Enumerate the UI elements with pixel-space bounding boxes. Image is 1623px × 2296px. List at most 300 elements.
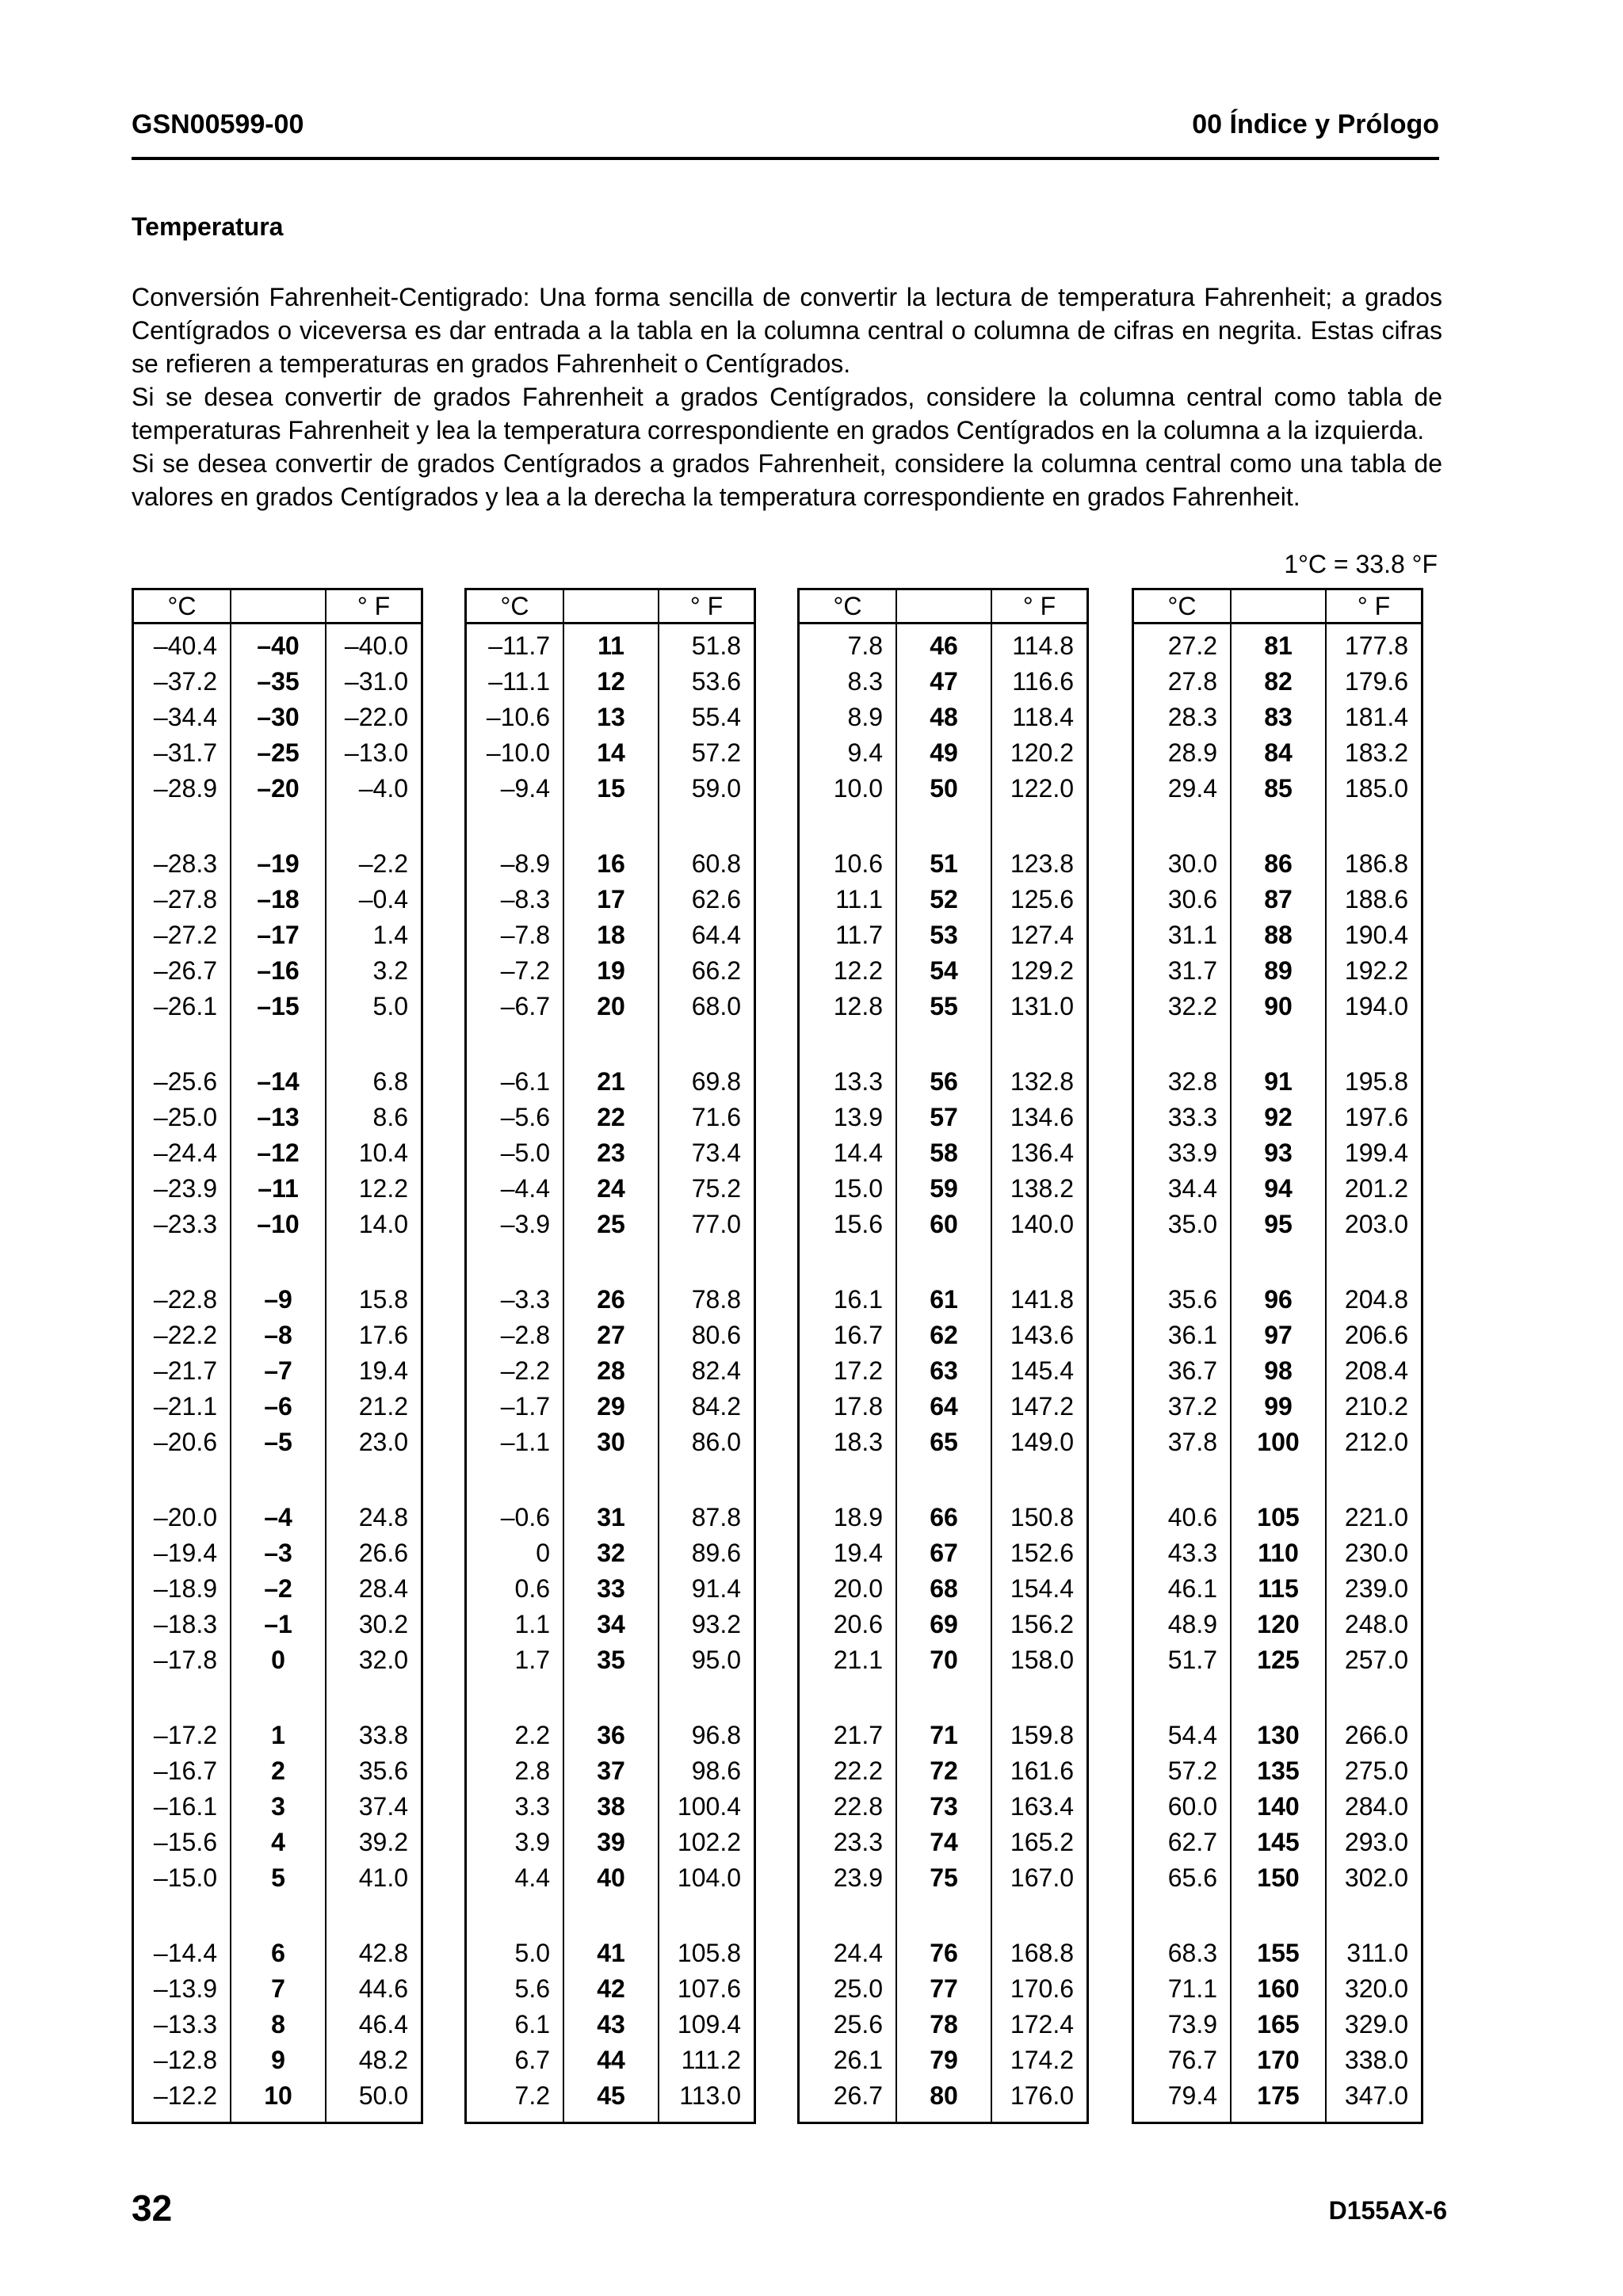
celsius-cell: 3.9	[514, 1828, 550, 1856]
celsius-cell: 32.2	[1167, 992, 1217, 1020]
fahrenheit-cell: 86.0	[691, 1428, 741, 1456]
value-cell: 65	[930, 1428, 958, 1456]
celsius-cell: –15.0	[153, 1863, 217, 1892]
fahrenheit-cell: 28.4	[358, 1574, 408, 1603]
fahrenheit-cell: 116.6	[1012, 667, 1074, 696]
celsius-cell: 26.1	[833, 2046, 883, 2074]
value-cell: 5	[271, 1863, 285, 1892]
fahrenheit-cell: 239.0	[1344, 1574, 1408, 1603]
fahrenheit-cell: 190.4	[1344, 921, 1408, 949]
celsius-cell: 16.1	[833, 1285, 883, 1314]
value-cell: 13	[597, 703, 625, 731]
fahrenheit-cell: –13.0	[344, 738, 408, 767]
value-cell: 29	[597, 1392, 625, 1421]
fahrenheit-cell: 347.0	[1344, 2081, 1408, 2110]
celsius-cell: 21.7	[833, 1721, 883, 1749]
value-cell: 45	[597, 2081, 625, 2110]
fahrenheit-cell: 152.6	[1010, 1539, 1074, 1567]
fahrenheit-cell: 10.4	[358, 1138, 408, 1167]
fahrenheit-cell: 21.2	[358, 1392, 408, 1421]
celsius-cell: 9.4	[847, 738, 883, 767]
fahrenheit-cell: 194.0	[1344, 992, 1408, 1020]
celsius-cell: –7.2	[500, 956, 550, 985]
celsius-cell: 60.0	[1167, 1792, 1217, 1821]
celsius-cell: 6.1	[514, 2010, 550, 2039]
fahrenheit-cell: 185.0	[1344, 774, 1408, 803]
value-cell: 26	[597, 1285, 625, 1314]
fahrenheit-cell: 174.2	[1010, 2046, 1074, 2074]
celsius-cell: 36.1	[1167, 1321, 1217, 1349]
value-cell: 140	[1257, 1792, 1300, 1821]
fahrenheit-cell: 284.0	[1344, 1792, 1408, 1821]
value-cell: 66	[930, 1503, 958, 1531]
fahrenheit-cell: 203.0	[1344, 1210, 1408, 1238]
celsius-column	[1134, 624, 1232, 2122]
celsius-cell: 17.2	[833, 1356, 883, 1385]
celsius-cell: 14.4	[833, 1138, 883, 1167]
value-cell: 91	[1264, 1067, 1293, 1096]
value-cell: 11	[598, 631, 624, 660]
fahrenheit-cell: 102.2	[677, 1828, 741, 1856]
value-cell: 84	[1264, 738, 1293, 767]
fahrenheit-cell: 127.4	[1010, 921, 1074, 949]
celsius-header: °C	[1134, 590, 1232, 622]
value-cell: –1	[264, 1610, 292, 1638]
value-cell: –3	[264, 1539, 292, 1567]
celsius-cell: –24.4	[153, 1138, 217, 1167]
celsius-cell: –2.2	[500, 1356, 550, 1385]
celsius-cell: –25.6	[153, 1067, 217, 1096]
fahrenheit-cell: 131.0	[1010, 992, 1074, 1020]
value-cell: –12	[257, 1138, 300, 1167]
fahrenheit-cell: 109.4	[677, 2010, 741, 2039]
celsius-cell: –6.1	[500, 1067, 550, 1096]
value-cell: –9	[264, 1285, 292, 1314]
celsius-cell: 5.0	[514, 1939, 550, 1967]
celsius-cell: 27.8	[1167, 667, 1217, 696]
celsius-cell: 71.1	[1167, 1974, 1217, 2003]
value-cell: 30	[597, 1428, 625, 1456]
fahrenheit-cell: 35.6	[358, 1756, 408, 1785]
fahrenheit-column	[327, 624, 421, 2122]
value-cell: 99	[1264, 1392, 1293, 1421]
fahrenheit-cell: –0.4	[358, 885, 408, 913]
value-cell: –19	[257, 849, 300, 878]
value-cell: 100	[1257, 1428, 1300, 1456]
fahrenheit-cell: –40.0	[344, 631, 408, 660]
celsius-cell: –17.2	[153, 1721, 217, 1749]
value-cell: –16	[257, 956, 300, 985]
fahrenheit-cell: 163.4	[1010, 1792, 1074, 1821]
celsius-cell: 32.8	[1167, 1067, 1217, 1096]
fahrenheit-cell: 3.2	[372, 956, 408, 985]
value-cell: 15	[597, 774, 625, 803]
celsius-header: °C	[134, 590, 231, 622]
value-cell: 54	[930, 956, 958, 985]
celsius-cell: 34.4	[1167, 1174, 1217, 1203]
fahrenheit-cell: –22.0	[344, 703, 408, 731]
value-cell: 115	[1258, 1574, 1299, 1603]
fahrenheit-cell: 183.2	[1344, 738, 1408, 767]
fahrenheit-cell: 176.0	[1010, 2081, 1074, 2110]
value-cell: 77	[930, 1974, 958, 2003]
value-cell: 55	[930, 992, 958, 1020]
value-cell: 69	[930, 1610, 958, 1638]
celsius-cell: 26.7	[833, 2081, 883, 2110]
celsius-cell: 0	[536, 1539, 550, 1567]
fahrenheit-cell: 150.8	[1010, 1503, 1074, 1531]
fahrenheit-cell: 129.2	[1010, 956, 1074, 985]
fahrenheit-cell: 188.6	[1344, 885, 1408, 913]
fahrenheit-cell: 19.4	[358, 1356, 408, 1385]
celsius-cell: 23.9	[833, 1863, 883, 1892]
fahrenheit-cell: 98.6	[691, 1756, 741, 1785]
fahrenheit-cell: 143.6	[1010, 1321, 1074, 1349]
value-cell: 165	[1257, 2010, 1300, 2039]
celsius-cell: –11.7	[488, 631, 550, 660]
celsius-cell: –15.6	[153, 1828, 217, 1856]
value-cell: –10	[257, 1210, 300, 1238]
fahrenheit-cell: 104.0	[677, 1863, 741, 1892]
celsius-cell: 27.2	[1167, 631, 1217, 660]
fahrenheit-cell: 168.8	[1010, 1939, 1074, 1967]
celsius-cell: 12.8	[833, 992, 883, 1020]
celsius-cell: 31.7	[1167, 956, 1217, 985]
celsius-cell: 13.9	[833, 1103, 883, 1131]
celsius-cell: –2.8	[500, 1321, 550, 1349]
value-cell: –8	[264, 1321, 292, 1349]
value-cell: 9	[271, 2046, 285, 2074]
fahrenheit-cell: 96.8	[691, 1721, 741, 1749]
value-cell: –7	[264, 1356, 292, 1385]
value-cell: 35	[597, 1646, 625, 1674]
value-cell: 53	[930, 921, 958, 949]
celsius-cell: –16.7	[153, 1756, 217, 1785]
value-cell: –13	[257, 1103, 300, 1131]
value-cell: 61	[930, 1285, 958, 1314]
celsius-cell: 23.3	[833, 1828, 883, 1856]
celsius-cell: 76.7	[1167, 2046, 1217, 2074]
fahrenheit-cell: 50.0	[358, 2081, 408, 2110]
fahrenheit-header: ° F	[1357, 592, 1391, 620]
celsius-cell: –18.9	[153, 1574, 217, 1603]
value-cell: 92	[1264, 1103, 1293, 1131]
value-cell: 57	[930, 1103, 958, 1131]
celsius-cell: 10.0	[833, 774, 883, 803]
value-cell: 3	[271, 1792, 285, 1821]
celsius-cell: 22.2	[833, 1756, 883, 1785]
fahrenheit-cell: 266.0	[1344, 1721, 1408, 1749]
celsius-cell: 25.0	[833, 1974, 883, 2003]
celsius-cell: –37.2	[153, 667, 217, 696]
fahrenheit-cell: 159.8	[1010, 1721, 1074, 1749]
celsius-cell: 37.8	[1167, 1428, 1217, 1456]
fahrenheit-cell: 1.4	[372, 921, 408, 949]
fahrenheit-cell: 170.6	[1010, 1974, 1074, 2003]
value-cell: 93	[1264, 1138, 1293, 1167]
fahrenheit-column	[1327, 624, 1421, 2122]
fahrenheit-cell: 37.4	[358, 1792, 408, 1821]
value-cell: 155	[1257, 1939, 1300, 1967]
value-cell: 71	[930, 1721, 958, 1749]
celsius-cell: 30.0	[1167, 849, 1217, 878]
fahrenheit-cell: 12.2	[358, 1174, 408, 1203]
value-cell: 81	[1264, 631, 1293, 660]
celsius-header: °C	[467, 590, 564, 622]
value-cell: 41	[597, 1939, 625, 1967]
fahrenheit-cell: 192.2	[1344, 956, 1408, 985]
fahrenheit-cell: 120.2	[1010, 738, 1074, 767]
celsius-cell: 0.6	[514, 1574, 550, 1603]
fahrenheit-cell: 204.8	[1344, 1285, 1408, 1314]
celsius-cell: 35.0	[1167, 1210, 1217, 1238]
fahrenheit-cell: 51.8	[691, 631, 741, 660]
fahrenheit-cell: 197.6	[1344, 1103, 1408, 1131]
value-header	[564, 590, 659, 622]
value-header	[231, 590, 327, 622]
celsius-cell: –8.3	[500, 885, 550, 913]
fahrenheit-cell: 165.2	[1010, 1828, 1074, 1856]
table-header	[467, 590, 754, 624]
value-cell: –40	[257, 631, 300, 660]
fahrenheit-cell: 89.6	[691, 1539, 741, 1567]
value-cell: 46	[930, 631, 958, 660]
value-cell: –2	[264, 1574, 292, 1603]
celsius-cell: –5.6	[500, 1103, 550, 1131]
table-header	[134, 590, 421, 624]
celsius-cell: –40.4	[153, 631, 217, 660]
fahrenheit-cell: 208.4	[1344, 1356, 1408, 1385]
value-cell: 60	[930, 1210, 958, 1238]
celsius-cell: 68.3	[1167, 1939, 1217, 1967]
celsius-cell: 24.4	[833, 1939, 883, 1967]
value-cell: 76	[930, 1939, 958, 1967]
celsius-cell: –23.3	[153, 1210, 217, 1238]
fahrenheit-cell: 221.0	[1344, 1503, 1408, 1531]
fahrenheit-header: ° F	[357, 592, 391, 620]
celsius-cell: 25.6	[833, 2010, 883, 2039]
fahrenheit-cell: 46.4	[358, 2010, 408, 2039]
celsius-cell: –25.0	[153, 1103, 217, 1131]
fahrenheit-cell: 181.4	[1344, 703, 1408, 731]
value-cell: 24	[597, 1174, 625, 1203]
fahrenheit-cell: 5.0	[372, 992, 408, 1020]
celsius-cell: 8.9	[847, 703, 883, 731]
celsius-cell: 1.1	[514, 1610, 550, 1638]
celsius-cell: 51.7	[1167, 1646, 1217, 1674]
fahrenheit-cell: 80.6	[691, 1321, 741, 1349]
value-cell: 105	[1257, 1503, 1300, 1531]
celsius-cell: 57.2	[1167, 1756, 1217, 1785]
fahrenheit-cell: 41.0	[358, 1863, 408, 1892]
value-cell: 1	[271, 1721, 285, 1749]
celsius-cell: –7.8	[500, 921, 550, 949]
value-cell: 16	[597, 849, 625, 878]
fahrenheit-cell: 24.8	[358, 1503, 408, 1531]
fahrenheit-cell: 149.0	[1010, 1428, 1074, 1456]
celsius-cell: –27.8	[153, 885, 217, 913]
value-cell: 47	[930, 667, 958, 696]
value-cell: 19	[597, 956, 625, 985]
fahrenheit-cell: 118.4	[1012, 703, 1074, 731]
fahrenheit-cell: 329.0	[1344, 2010, 1408, 2039]
value-cell: –11	[258, 1174, 299, 1203]
celsius-cell: –8.9	[500, 849, 550, 878]
celsius-cell: 79.4	[1167, 2081, 1217, 2110]
celsius-cell: 18.9	[833, 1503, 883, 1531]
value-cell: 74	[930, 1828, 958, 1856]
fahrenheit-cell: –2.2	[358, 849, 408, 878]
celsius-cell: 11.1	[835, 885, 883, 913]
value-cell: 98	[1264, 1356, 1293, 1385]
fahrenheit-column	[659, 624, 754, 2122]
value-cell: 58	[930, 1138, 958, 1167]
value-cell: 52	[930, 885, 958, 913]
value-cell: –4	[264, 1503, 292, 1531]
celsius-cell: 35.6	[1167, 1285, 1217, 1314]
fahrenheit-cell: 177.8	[1344, 631, 1408, 660]
value-cell: 20	[597, 992, 625, 1020]
value-cell: 28	[597, 1356, 625, 1385]
document-code: GSN00599-00	[132, 109, 304, 139]
fahrenheit-cell: 44.6	[358, 1974, 408, 2003]
fahrenheit-cell: 172.4	[1010, 2010, 1074, 2039]
fahrenheit-cell: 302.0	[1344, 1863, 1408, 1892]
fahrenheit-cell: 66.2	[691, 956, 741, 985]
fahrenheit-cell: 6.8	[372, 1067, 408, 1096]
fahrenheit-header: ° F	[689, 592, 724, 620]
celsius-cell: –22.8	[153, 1285, 217, 1314]
celsius-header: °C	[800, 590, 897, 622]
celsius-cell: 15.0	[833, 1174, 883, 1203]
value-cell: 67	[930, 1539, 958, 1567]
celsius-cell: –28.3	[153, 849, 217, 878]
celsius-cell: 22.8	[833, 1792, 883, 1821]
value-cell: 50	[930, 774, 958, 803]
value-cell: 38	[597, 1792, 625, 1821]
celsius-cell: 28.9	[1167, 738, 1217, 767]
celsius-cell: –26.7	[153, 956, 217, 985]
fahrenheit-cell: 140.0	[1010, 1210, 1074, 1238]
fahrenheit-cell: 48.2	[358, 2046, 408, 2074]
fahrenheit-cell: 78.8	[691, 1285, 741, 1314]
value-cell: 160	[1257, 1974, 1300, 2003]
value-cell: 64	[930, 1392, 958, 1421]
value-cell: 12	[597, 667, 625, 696]
page-number: 32	[132, 2187, 173, 2229]
value-cell: 83	[1264, 703, 1293, 731]
fahrenheit-cell: 338.0	[1344, 2046, 1408, 2074]
celsius-cell: –20.6	[153, 1428, 217, 1456]
celsius-cell: 15.6	[833, 1210, 883, 1238]
celsius-cell: –14.4	[153, 1939, 217, 1967]
value-cell: 49	[930, 738, 958, 767]
celsius-cell: –17.8	[153, 1646, 217, 1674]
celsius-cell: 31.1	[1167, 921, 1217, 949]
fahrenheit-cell: 161.6	[1010, 1756, 1074, 1785]
fahrenheit-cell: 195.8	[1344, 1067, 1408, 1096]
fahrenheit-cell: 201.2	[1344, 1174, 1408, 1203]
celsius-cell: 73.9	[1167, 2010, 1217, 2039]
value-cell: 80	[930, 2081, 958, 2110]
celsius-cell: 30.6	[1167, 885, 1217, 913]
celsius-cell: 28.3	[1167, 703, 1217, 731]
fahrenheit-cell: 93.2	[691, 1610, 741, 1638]
celsius-cell: 37.2	[1167, 1392, 1217, 1421]
fahrenheit-cell: 23.0	[358, 1428, 408, 1456]
value-cell: 63	[930, 1356, 958, 1385]
fahrenheit-cell: 33.8	[358, 1721, 408, 1749]
fahrenheit-header: ° F	[1022, 592, 1056, 620]
fahrenheit-cell: 60.8	[691, 849, 741, 878]
fahrenheit-cell: 32.0	[358, 1646, 408, 1674]
value-cell: 59	[930, 1174, 958, 1203]
value-cell: 10	[264, 2081, 292, 2110]
celsius-cell: –5.0	[500, 1138, 550, 1167]
table-header	[1134, 590, 1421, 624]
celsius-cell: 6.7	[514, 2046, 550, 2074]
celsius-cell: –21.7	[153, 1356, 217, 1385]
celsius-cell: –13.3	[153, 2010, 217, 2039]
celsius-cell: 48.9	[1167, 1610, 1217, 1638]
celsius-cell: –12.2	[153, 2081, 217, 2110]
value-cell: 89	[1264, 956, 1293, 985]
celsius-cell: –10.6	[486, 703, 550, 731]
fahrenheit-cell: 57.2	[691, 738, 741, 767]
celsius-cell: 17.8	[833, 1392, 883, 1421]
value-cell: 34	[597, 1610, 625, 1638]
fahrenheit-cell: 230.0	[1344, 1539, 1408, 1567]
fahrenheit-cell: –31.0	[344, 667, 408, 696]
celsius-cell: 2.2	[514, 1721, 550, 1749]
celsius-cell: –4.4	[500, 1174, 550, 1203]
value-cell: 0	[271, 1646, 285, 1674]
celsius-cell: 65.6	[1167, 1863, 1217, 1892]
value-header	[897, 590, 992, 622]
celsius-column	[134, 624, 231, 2122]
celsius-cell: –22.2	[153, 1321, 217, 1349]
celsius-cell: 36.7	[1167, 1356, 1217, 1385]
value-column	[231, 624, 327, 2122]
celsius-column	[800, 624, 897, 2122]
fahrenheit-cell: 123.8	[1010, 849, 1074, 878]
value-cell: 43	[597, 2010, 625, 2039]
celsius-cell: –20.0	[153, 1503, 217, 1531]
celsius-column	[467, 624, 564, 2122]
value-cell: 72	[930, 1756, 958, 1785]
fahrenheit-column	[992, 624, 1086, 2122]
fahrenheit-cell: 39.2	[358, 1828, 408, 1856]
value-cell: 42	[597, 1974, 625, 2003]
fahrenheit-cell: 87.8	[691, 1503, 741, 1531]
fahrenheit-cell: 257.0	[1344, 1646, 1408, 1674]
celsius-cell: 18.3	[833, 1428, 883, 1456]
conversion-table	[132, 588, 423, 2124]
celsius-cell: –0.6	[500, 1503, 550, 1531]
conversion-table	[797, 588, 1089, 2124]
celsius-cell: –12.8	[153, 2046, 217, 2074]
celsius-cell: 10.6	[833, 849, 883, 878]
fahrenheit-cell: 210.2	[1344, 1392, 1408, 1421]
celsius-cell: 54.4	[1167, 1721, 1217, 1749]
value-cell: 95	[1264, 1210, 1293, 1238]
fahrenheit-cell: 320.0	[1344, 1974, 1408, 2003]
celsius-cell: –27.2	[153, 921, 217, 949]
value-cell: 86	[1264, 849, 1293, 878]
celsius-cell: 2.8	[514, 1756, 550, 1785]
fahrenheit-cell: 100.4	[677, 1792, 741, 1821]
celsius-cell: 33.9	[1167, 1138, 1217, 1167]
